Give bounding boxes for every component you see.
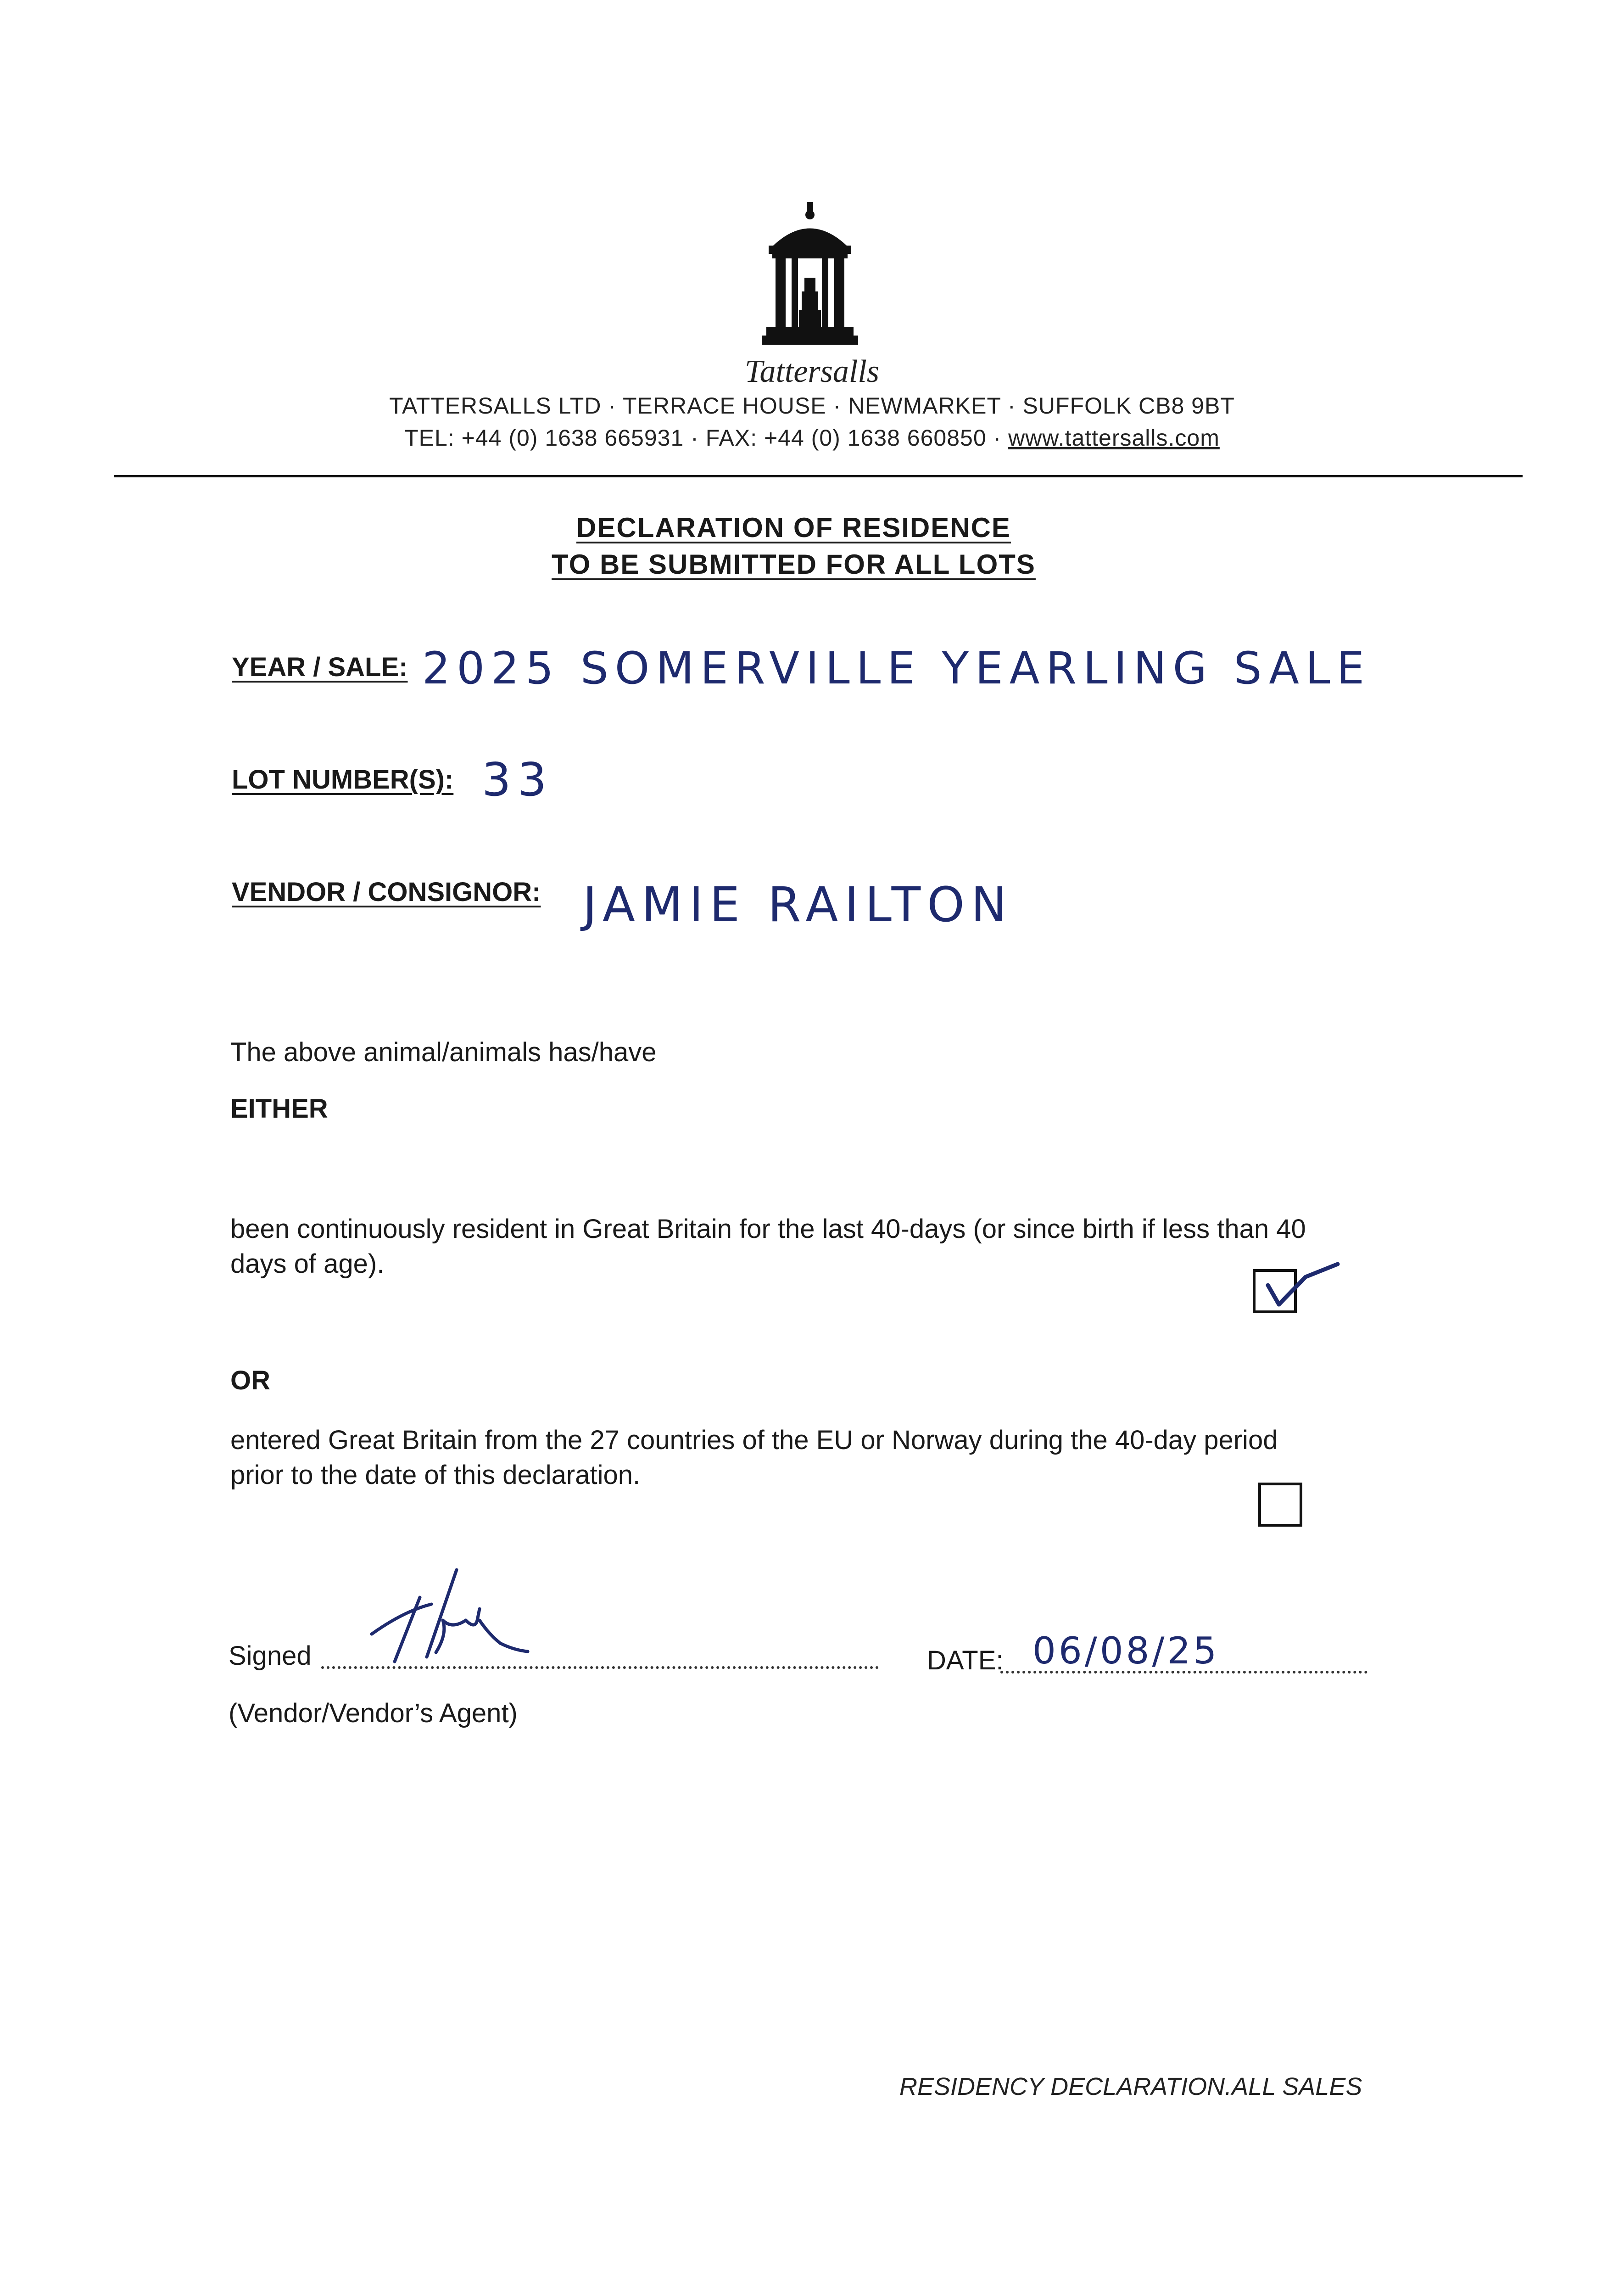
signed-label: Signed: [229, 1641, 312, 1671]
brand-name: Tattersalls: [744, 354, 880, 389]
option-2-line-2: prior to the date of this declaration.: [230, 1460, 641, 1490]
or-label: OR: [230, 1366, 270, 1395]
option-2-line-1: entered Great Britain from the 27 countries of the EU or Norway during the 40-day period: [230, 1425, 1278, 1455]
year-sale-label: YEAR / SALE:: [232, 652, 408, 682]
either-label: EITHER: [230, 1094, 328, 1124]
checkmark-icon: [1255, 1253, 1347, 1317]
lot-number-field[interactable]: 33: [482, 753, 553, 806]
website-link[interactable]: www.tattersalls.com: [1008, 425, 1220, 451]
intro-text: The above animal/animals has/have: [230, 1037, 657, 1067]
address-line: TATTERSALLS LTD · TERRACE HOUSE · NEWMARKET · SUFFOLK CB8 9BT: [389, 393, 1235, 419]
rotunda-logo-icon: [759, 202, 860, 349]
option-1-line-1: been continuously resident in Great Britain for the last 40-days (or since birth if less than 40: [230, 1214, 1306, 1244]
year-sale-field[interactable]: 2025 SOMERVILLE YEARLING SALE: [422, 643, 1371, 694]
option-2-text: [230, 1423, 1423, 1493]
option-1-text: [230, 1212, 1423, 1282]
declaration-title: DECLARATION OF RESIDENCE: [576, 512, 1011, 543]
contact-line: [0, 425, 1624, 451]
declaration-subtitle: TO BE SUBMITTED FOR ALL LOTS: [552, 549, 1036, 580]
vendor-consignor-label: VENDOR / CONSIGNOR:: [232, 877, 541, 907]
option-2-checkbox[interactable]: [1258, 1483, 1302, 1527]
footer-reference: RESIDENCY DECLARATION.ALL SALES: [899, 2073, 1362, 2100]
contact-numbers: TEL: +44 (0) 1638 665931 · FAX: +44 (0) 1638 660850 ·: [404, 425, 1009, 451]
signature-icon[interactable]: [363, 1565, 546, 1675]
date-field[interactable]: 06/08/25: [1032, 1629, 1220, 1672]
vendor-consignor-field[interactable]: JAMIE RAILTON: [583, 877, 1013, 933]
signer-role: (Vendor/Vendor’s Agent): [229, 1698, 518, 1728]
header-divider: [114, 475, 1523, 477]
lot-number-label: LOT NUMBER(S):: [232, 765, 454, 795]
option-1-line-2: days of age).: [230, 1249, 385, 1279]
date-label: DATE:: [927, 1646, 1004, 1675]
